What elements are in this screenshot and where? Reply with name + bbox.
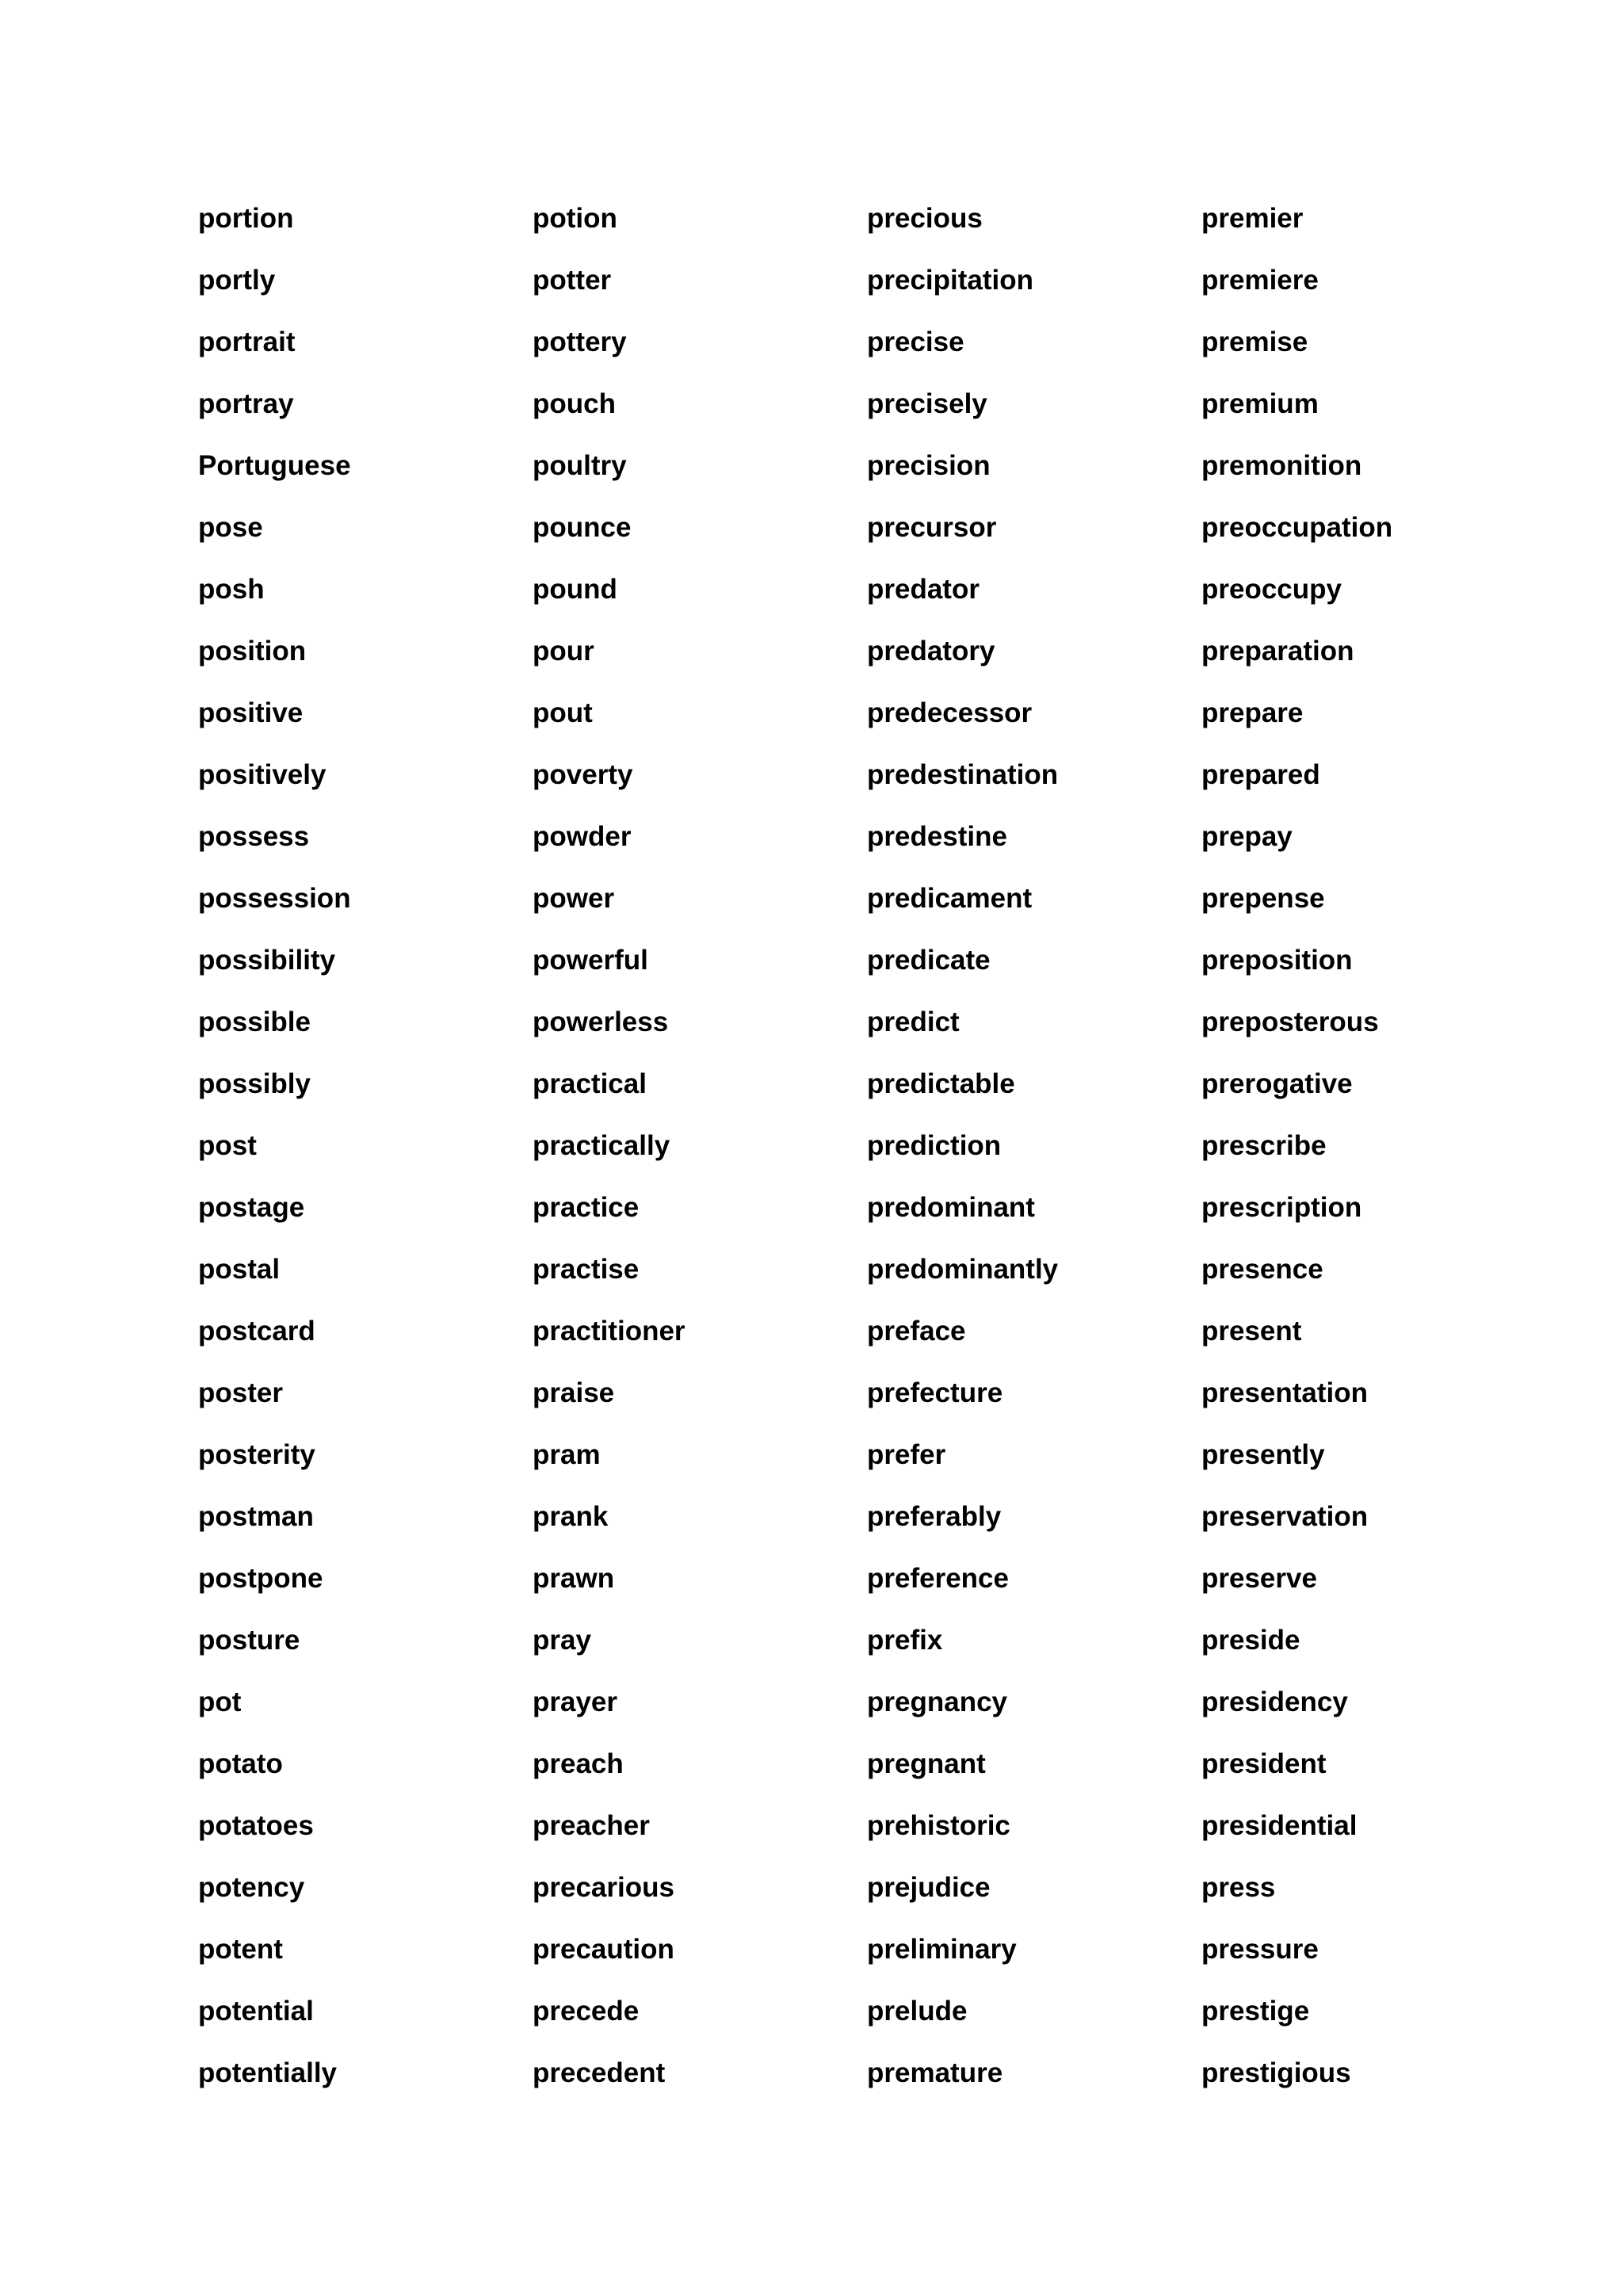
word-item: preface [867, 1316, 966, 1347]
word-item: premium [1201, 388, 1319, 419]
word-item: precision [867, 450, 991, 481]
word-item: pray [533, 1625, 591, 1656]
word-item: precede [533, 1996, 640, 2027]
word-item: prepense [1201, 883, 1325, 914]
word-item: prefix [867, 1625, 943, 1656]
word-item: prejudice [867, 1872, 991, 1903]
word-item: poultry [533, 450, 627, 481]
word-item: press [1201, 1872, 1276, 1903]
word-item: position [198, 636, 307, 667]
word-item: prescription [1201, 1192, 1362, 1223]
word-item: postpone [198, 1563, 323, 1594]
word-item: possession [198, 883, 351, 914]
word-item: prediction [867, 1130, 1002, 1161]
word-item: Portuguese [198, 450, 351, 481]
word-item: practical [533, 1068, 647, 1099]
word-item: portrait [198, 327, 296, 357]
word-item: possess [198, 821, 310, 852]
word-item: prelude [867, 1996, 968, 2027]
word-item: preferably [867, 1501, 1002, 1532]
word-item: practice [533, 1192, 640, 1223]
word-item: prefer [867, 1439, 946, 1470]
word-item: postcard [198, 1316, 315, 1347]
word-item: potter [533, 265, 612, 296]
word-item: predicate [867, 945, 991, 976]
word-item: possibly [198, 1068, 311, 1099]
word-item: preposterous [1201, 1007, 1379, 1037]
word-item: posh [198, 574, 265, 605]
word-item: poster [198, 1377, 283, 1408]
word-item: preside [1201, 1625, 1300, 1656]
word-item: presentation [1201, 1377, 1369, 1408]
word-item: postal [198, 1254, 281, 1285]
word-item: pouch [533, 388, 616, 419]
word-item: prank [533, 1501, 609, 1532]
word-item: positive [198, 697, 304, 728]
word-item: prefecture [867, 1377, 1003, 1408]
word-item: premiere [1201, 265, 1319, 296]
word-item: powder [533, 821, 632, 852]
word-item: precise [867, 327, 964, 357]
word-item: preoccupation [1201, 512, 1393, 543]
word-item: predecessor [867, 697, 1033, 728]
word-item: potent [198, 1934, 283, 1965]
word-item: prerogative [1201, 1068, 1353, 1099]
word-item: pressure [1201, 1934, 1319, 1965]
word-item: precious [867, 203, 983, 234]
word-item: prepared [1201, 759, 1320, 790]
word-item: practically [533, 1130, 670, 1161]
word-item: presidency [1201, 1687, 1348, 1717]
word-item: praise [533, 1377, 615, 1408]
word-item: pout [533, 697, 593, 728]
word-item: potency [198, 1872, 305, 1903]
word-item: predictable [867, 1068, 1015, 1099]
word-item: prayer [533, 1687, 618, 1717]
word-item: powerless [533, 1007, 669, 1037]
word-item: pour [533, 636, 594, 667]
word-item: preference [867, 1563, 1009, 1594]
word-item: pregnant [867, 1748, 986, 1779]
word-item: predestine [867, 821, 1007, 852]
word-item: pram [533, 1439, 601, 1470]
word-item: preach [533, 1748, 624, 1779]
word-item: predator [867, 574, 980, 605]
word-item: precursor [867, 512, 997, 543]
word-item: pound [533, 574, 617, 605]
word-item: preserve [1201, 1563, 1317, 1594]
word-item: portion [198, 203, 294, 234]
word-item: prescribe [1201, 1130, 1327, 1161]
word-item: prestige [1201, 1996, 1310, 2027]
word-item: precaution [533, 1934, 674, 1965]
word-item: predatory [867, 636, 995, 667]
word-item: preparation [1201, 636, 1354, 667]
word-item: prepare [1201, 697, 1304, 728]
word-item: portray [198, 388, 294, 419]
word-item: powerful [533, 945, 648, 976]
word-item: preposition [1201, 945, 1353, 976]
word-item: potion [533, 203, 617, 234]
word-item: predicament [867, 883, 1033, 914]
word-item: positively [198, 759, 327, 790]
word-item: precarious [533, 1872, 674, 1903]
word-item: premonition [1201, 450, 1362, 481]
word-item: power [533, 883, 615, 914]
word-item: prestigious [1201, 2057, 1351, 2088]
word-item: present [1201, 1316, 1302, 1347]
word-item: president [1201, 1748, 1327, 1779]
word-item: pose [198, 512, 263, 543]
word-item: potatoes [198, 1810, 314, 1841]
word-item: potential [198, 1996, 314, 2027]
word-item: predict [867, 1007, 960, 1037]
word-item: poverty [533, 759, 633, 790]
word-item: preliminary [867, 1934, 1017, 1965]
word-item: predestination [867, 759, 1059, 790]
word-item: potentially [198, 2057, 338, 2088]
word-item: possibility [198, 945, 336, 976]
word-item: postman [198, 1501, 314, 1532]
word-item: premature [867, 2057, 1003, 2088]
word-item: possible [198, 1007, 311, 1037]
word-item: precisely [867, 388, 987, 419]
word-item: prepay [1201, 821, 1293, 852]
word-item: precedent [533, 2057, 666, 2088]
word-item: precipitation [867, 265, 1034, 296]
word-item: predominant [867, 1192, 1035, 1223]
word-item: prawn [533, 1563, 615, 1594]
word-item: premier [1201, 203, 1304, 234]
word-item: pottery [533, 327, 627, 357]
word-item: presently [1201, 1439, 1325, 1470]
word-item: pregnancy [867, 1687, 1007, 1717]
word-list-grid [198, 198, 1545, 2115]
word-item: practitioner [533, 1316, 685, 1347]
word-item: premise [1201, 327, 1308, 357]
word-item: preoccupy [1201, 574, 1342, 605]
word-item: presence [1201, 1254, 1323, 1285]
word-item: post [198, 1130, 257, 1161]
word-item: pot [198, 1687, 242, 1717]
word-item: pounce [533, 512, 632, 543]
word-item: potato [198, 1748, 283, 1779]
word-item: prehistoric [867, 1810, 1010, 1841]
word-item: preacher [533, 1810, 650, 1841]
word-item: preservation [1201, 1501, 1369, 1532]
word-item: practise [533, 1254, 640, 1285]
word-item: posterity [198, 1439, 315, 1470]
word-item: posture [198, 1625, 300, 1656]
word-item: presidential [1201, 1810, 1358, 1841]
word-item: postage [198, 1192, 305, 1223]
word-item: predominantly [867, 1254, 1059, 1285]
word-item: portly [198, 265, 276, 296]
